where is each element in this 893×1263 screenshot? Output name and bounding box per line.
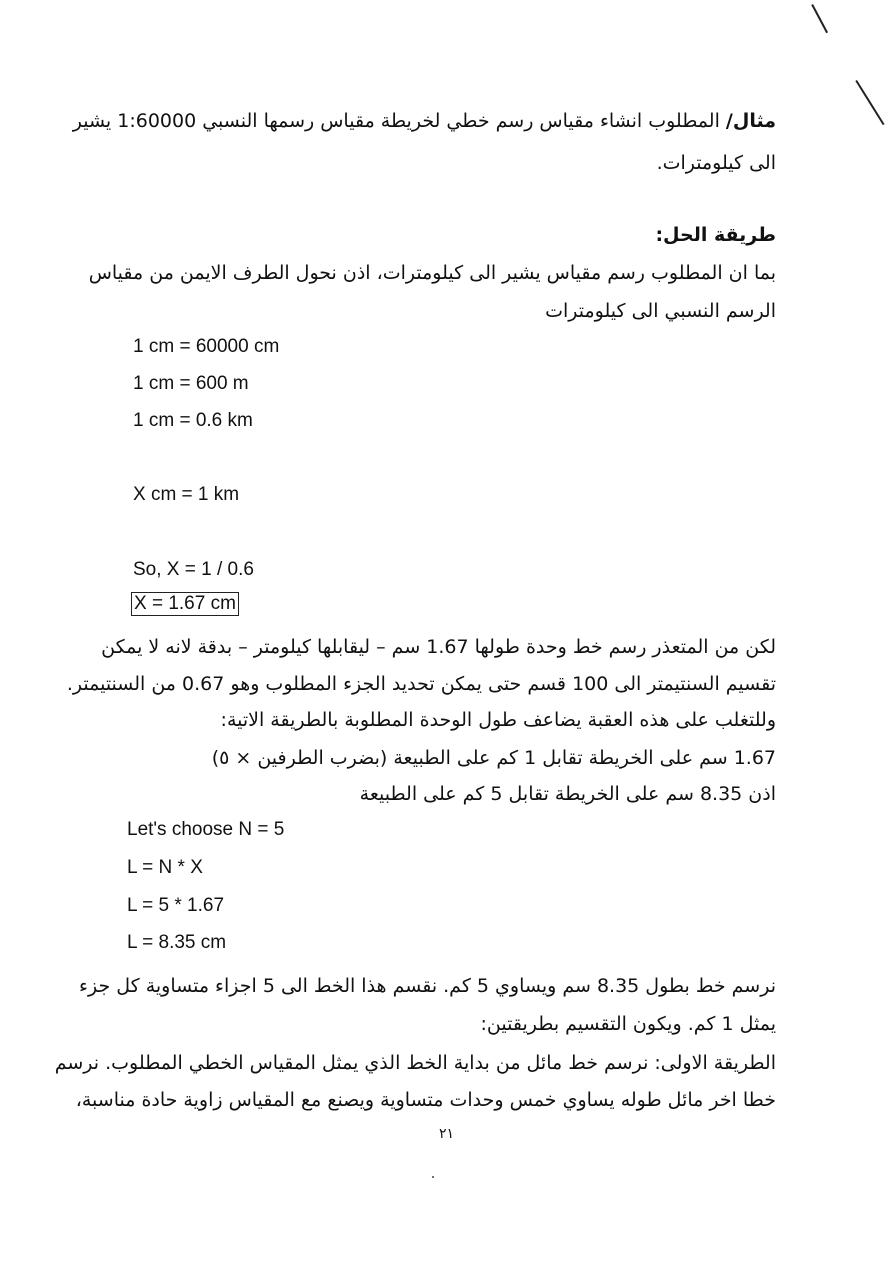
para1-line-3: وللتغلب على هذه العقبة يضاعف طول الوحدة المطلوبة بالطريقة الاتية:: [220, 709, 776, 731]
scan-edge-line: [856, 80, 885, 125]
equation-x: X cm = 1 km: [133, 484, 240, 505]
example-line-2: الى كيلومترات.: [656, 152, 776, 174]
result-box: X = 1.67 cm: [131, 592, 239, 616]
para1-line-1: لكن من المتعذر رسم خط وحدة طولها 1.67 سم – ليقابلها كيلومتر – بدقة لانه لا يمكن: [101, 636, 776, 658]
para1-line-5: اذن 8.35 سم على الخريطة تقابل 5 كم على الطبيعة: [359, 783, 776, 805]
intro-line-1: بما ان المطلوب رسم مقياس يشير الى كيلومترات، اذن نحول الطرف الايمن من مقياس: [88, 262, 776, 284]
page-number: ٢١: [438, 1126, 455, 1142]
intro-line-2: الرسم النسبي الى كيلومترات: [545, 300, 776, 322]
conversion-3: 1 cm = 0.6 km: [133, 410, 253, 431]
para1-line-4: 1.67 سم على الخريطة تقابل 1 كم على الطبيعة (بضرب الطرفين × ٥): [211, 747, 776, 769]
so-equation: So, X = 1 / 0.6: [133, 559, 254, 580]
formula-l2: L = 5 * 1.67: [127, 895, 225, 916]
conversion-2: 1 cm = 600 m: [133, 373, 249, 394]
example-label: مثال/: [725, 110, 776, 132]
example-line-1: [72, 110, 776, 132]
conversion-1: 1 cm = 60000 cm: [133, 336, 280, 357]
choose-n: Let's choose N = 5: [127, 819, 285, 840]
para1-line-2: تقسيم السنتيمتر الى 100 قسم حتى يمكن تحديد الجزء المطلوب وهو 0.67 من السنتيمتر.: [66, 673, 776, 695]
scan-speck: [432, 1176, 434, 1178]
formula-l1: L = N * X: [127, 857, 203, 878]
example-text: المطلوب انشاء مقياس رسم خطي لخريطة مقياس رسمها النسبي 1:60000 يشير: [72, 110, 720, 132]
solution-heading: طريقة الحل:: [655, 224, 776, 246]
para2-line-1: نرسم خط بطول 8.35 سم ويساوي 5 كم. نقسم هذا الخط الى 5 اجزاء متساوية كل جزء: [79, 975, 776, 997]
para3-line-2: خطا اخر مائل طوله يساوي خمس وحدات متساوية ويصنع مع المقياس زاوية حادة مناسبة،: [75, 1089, 776, 1111]
para3-line-1: الطريقة الاولى: نرسم خط مائل من بداية الخط الذي يمثل المقياس الخطي المطلوب. نرسم: [54, 1052, 776, 1074]
scan-edge-line: [812, 4, 828, 33]
para2-line-2: يمثل 1 كم. ويكون التقسيم بطريقتين:: [480, 1013, 776, 1035]
formula-l3: L = 8.35 cm: [127, 932, 227, 953]
